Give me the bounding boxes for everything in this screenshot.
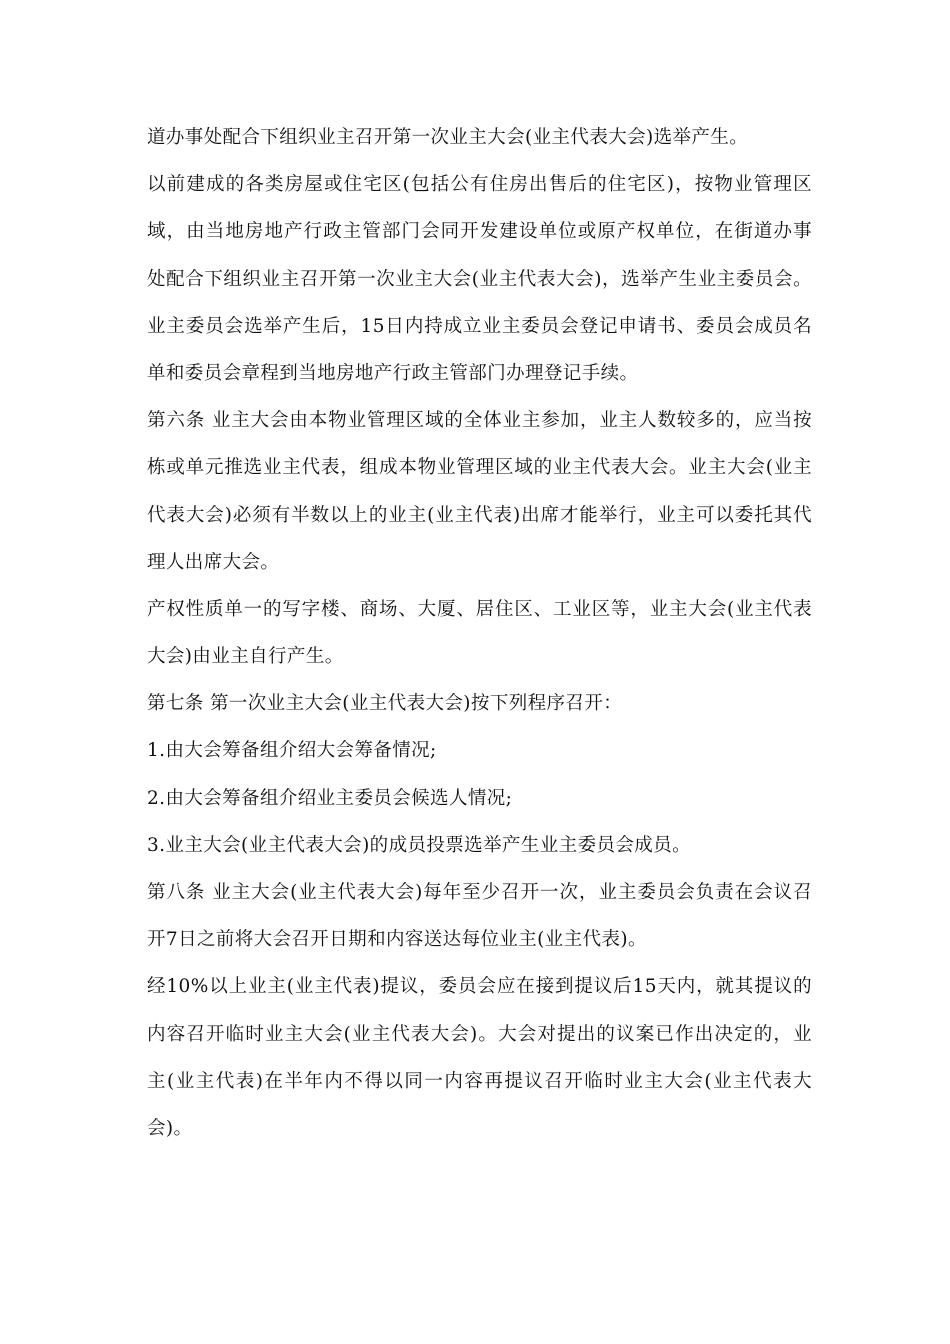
text-line: 大会)由业主自行产生。 (147, 646, 344, 668)
text-line: 栋或单元推选业主代表，组成本物业管理区域的业主代表大会。业主大会(业主 (147, 457, 812, 479)
text-line: 第七条 第一次业主大会(业主代表大会)按下列程序召开： (147, 693, 623, 715)
text-line: 主(业主代表)在半年内不得以同一内容再提议召开临时业主大会(业主代表大 (147, 1070, 812, 1092)
text-line: 单和委员会章程到当地房地产行政主管部门办理登记手续。 (147, 362, 639, 384)
text-line: 以前建成的各类房屋或住宅区(包括公有住房出售后的住宅区)，按物业管理区 (147, 174, 812, 196)
text-line: 3.业主大会(业主代表大会)的成员投票选举产生业主委员会成员。 (147, 834, 691, 856)
text-line: 域，由当地房地产行政主管部门会同开发建设单位或原产权单位，在街道办事 (147, 221, 812, 243)
text-line: 理人出席大会。 (147, 551, 280, 573)
text-line: 代表大会)必须有半数以上的业主(业主代表)出席才能举行，业主可以委托其代 (147, 504, 812, 526)
text-line: 会)。 (147, 1117, 193, 1139)
text-line: 产权性质单一的写字楼、商场、大厦、居住区、工业区等，业主大会(业主代表 (147, 598, 812, 620)
text-line: 处配合下组织业主召开第一次业主大会(业主代表大会)，选举产生业主委员会。 (147, 268, 812, 290)
text-line: 2.由大会筹备组介绍业主委员会候选人情况; (147, 787, 513, 809)
text-line: 道办事处配合下组织业主召开第一次业主大会(业主代表大会)选举产生。 (147, 127, 749, 148)
text-line: 内容召开临时业主大会(业主代表大会)。大会对提出的议案已作出决定的，业 (147, 1023, 812, 1045)
text-line: 1.由大会筹备组介绍大会筹备情况; (147, 740, 437, 762)
text-line: 业主委员会选举产生后，15日内持成立业主委员会登记申请书、委员会成员名 (147, 315, 812, 337)
text-line: 第八条 业主大会(业主代表大会)每年至少召开一次，业主委员会负责在会议召 (147, 882, 812, 903)
text-line: 经10%以上业主(业主代表)提议，委员会应在接到提议后15天内，就其提议的 (147, 976, 812, 998)
text-line: 开7日之前将大会召开日期和内容送达每位业主(业主代表)。 (147, 929, 647, 951)
text-line: 第六条 业主大会由本物业管理区域的全体业主参加，业主人数较多的，应当按 (147, 410, 812, 432)
document-body (147, 120, 812, 1158)
